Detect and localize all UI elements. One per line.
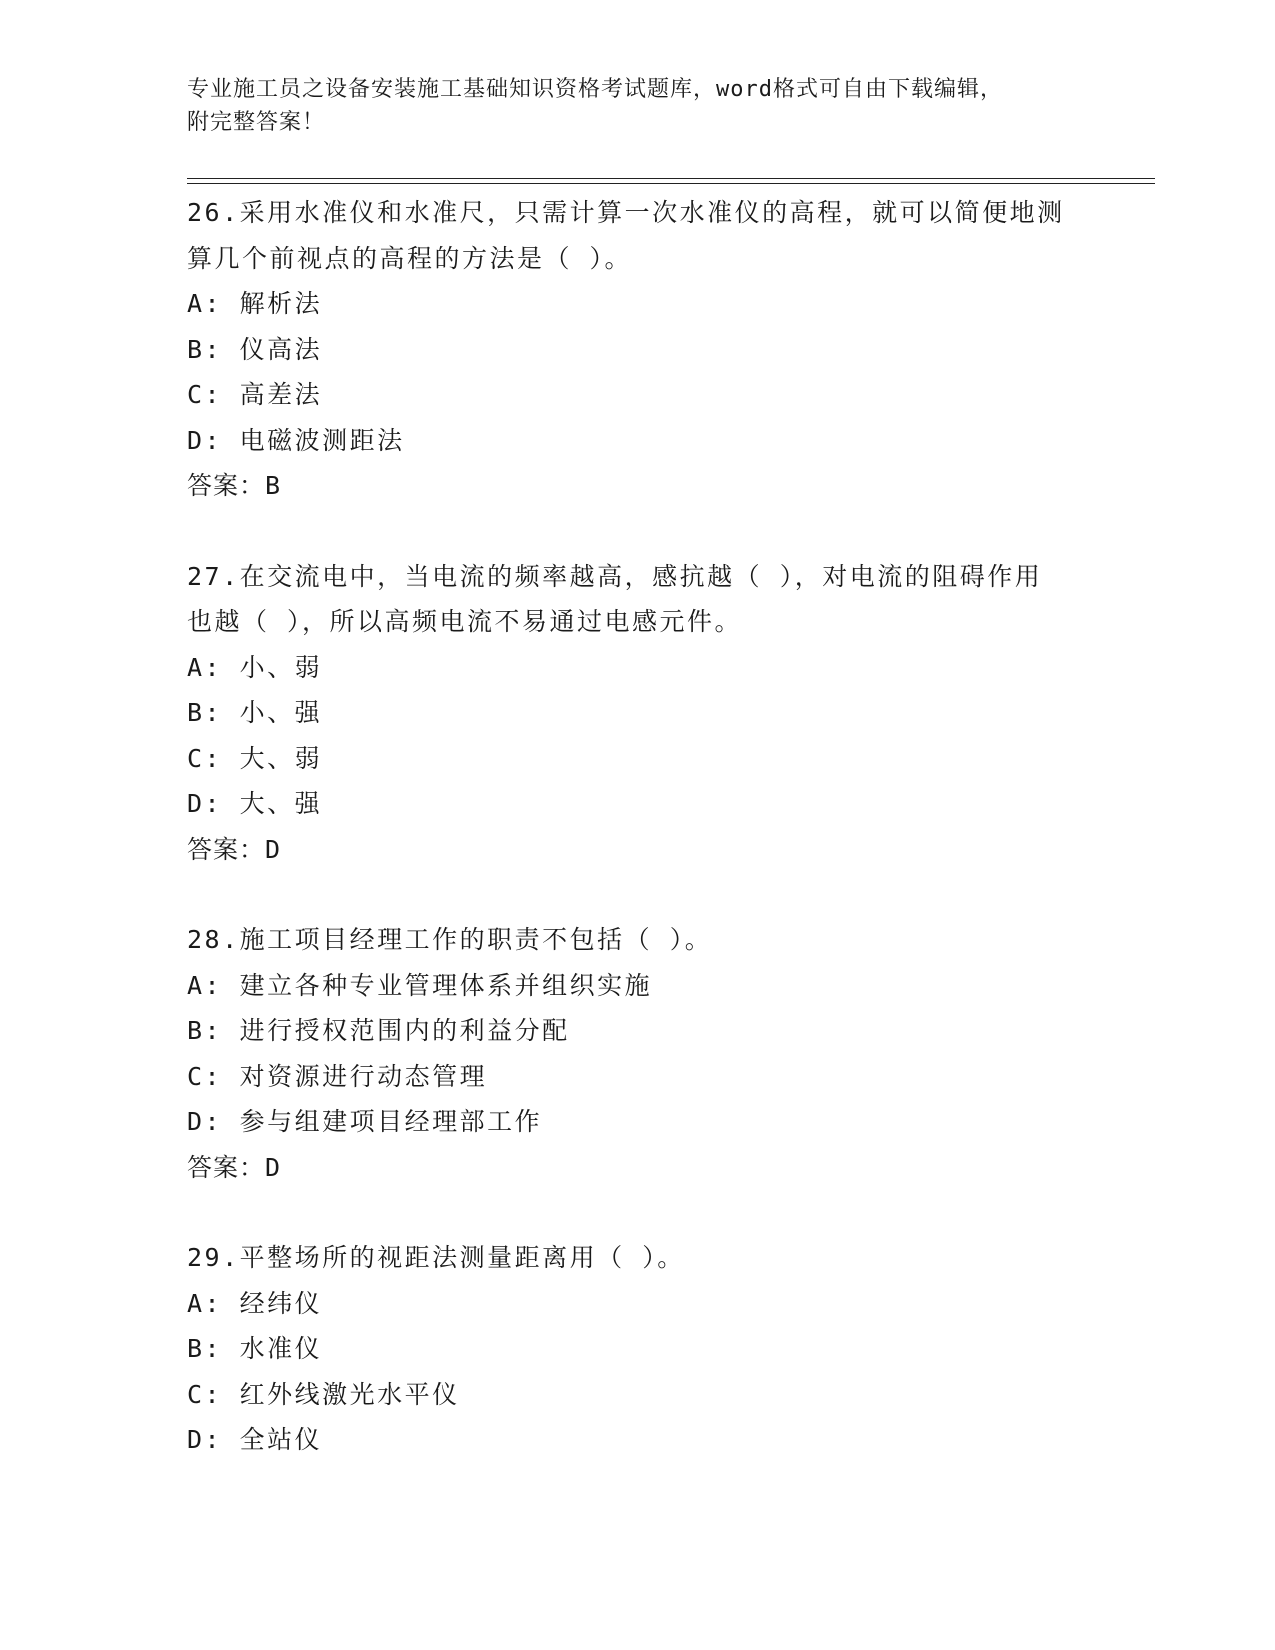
answer-value: D — [265, 834, 282, 864]
answer-label: 答案： — [187, 1152, 266, 1182]
question-text: 26.采用水准仪和水准尺，只需计算一次水准仪的高程，就可以简便地测算几个前视点的高程的方法是（ ）。 — [187, 198, 1065, 273]
spacer — [187, 1190, 1087, 1235]
spacer — [187, 872, 1087, 917]
answer-value: D — [265, 1152, 282, 1182]
option-a: A: 建立各种专业管理体系并组织实施 — [187, 970, 653, 1000]
question-28 — [187, 917, 1087, 1190]
spacer — [187, 509, 1087, 554]
question-text: 28.施工项目经理工作的职责不包括（ ）。 — [187, 925, 713, 954]
question-29 — [187, 1235, 1087, 1463]
option-c: C: 对资源进行动态管理 — [187, 1061, 488, 1091]
option-b: B: 仪高法 — [187, 334, 323, 364]
option-d: D: 全站仪 — [187, 1425, 323, 1454]
option-b: B: 小、强 — [187, 698, 323, 727]
option-d: D: 参与组建项目经理部工作 — [187, 1107, 543, 1136]
header-divider-bottom — [187, 183, 1155, 184]
answer-value: B — [265, 471, 282, 500]
option-a: A: 小、弱 — [187, 652, 323, 682]
header-line-2: 附完整答案！ — [187, 110, 326, 135]
answer-label: 答案： — [187, 471, 266, 500]
question-27 — [187, 554, 1087, 873]
option-d: D: 电磁波测距法 — [187, 425, 405, 455]
option-c: C: 大、弱 — [187, 743, 323, 773]
answer — [187, 1145, 1087, 1191]
question-26 — [187, 190, 1087, 509]
option-a: A: 解析法 — [187, 289, 323, 318]
document-header — [187, 73, 1087, 139]
answer-label: 答案： — [187, 834, 266, 864]
option-d: D: 大、强 — [187, 789, 323, 818]
option-a: A: 经纬仪 — [187, 1288, 323, 1318]
option-b: B: 水准仪 — [187, 1334, 323, 1363]
question-text: 27.在交流电中，当电流的频率越高，感抗越（ ），对电流的阻碍作用也越（ ），所以高频电流不易通过电感元件。 — [187, 561, 1043, 636]
option-b: B: 进行授权范围内的利益分配 — [187, 1016, 570, 1045]
header-divider-top — [187, 178, 1155, 179]
header-line-1: 专业施工员之设备安装施工基础知识资格考试题库，word格式可自由下载编辑， — [187, 77, 1003, 102]
question-list — [187, 190, 1087, 1463]
answer — [187, 463, 1087, 509]
option-c: C: 红外线激光水平仪 — [187, 1379, 460, 1409]
option-c: C: 高差法 — [187, 380, 323, 409]
question-text: 29.平整场所的视距法测量距离用（ ）。 — [187, 1243, 685, 1272]
answer — [187, 827, 1087, 873]
